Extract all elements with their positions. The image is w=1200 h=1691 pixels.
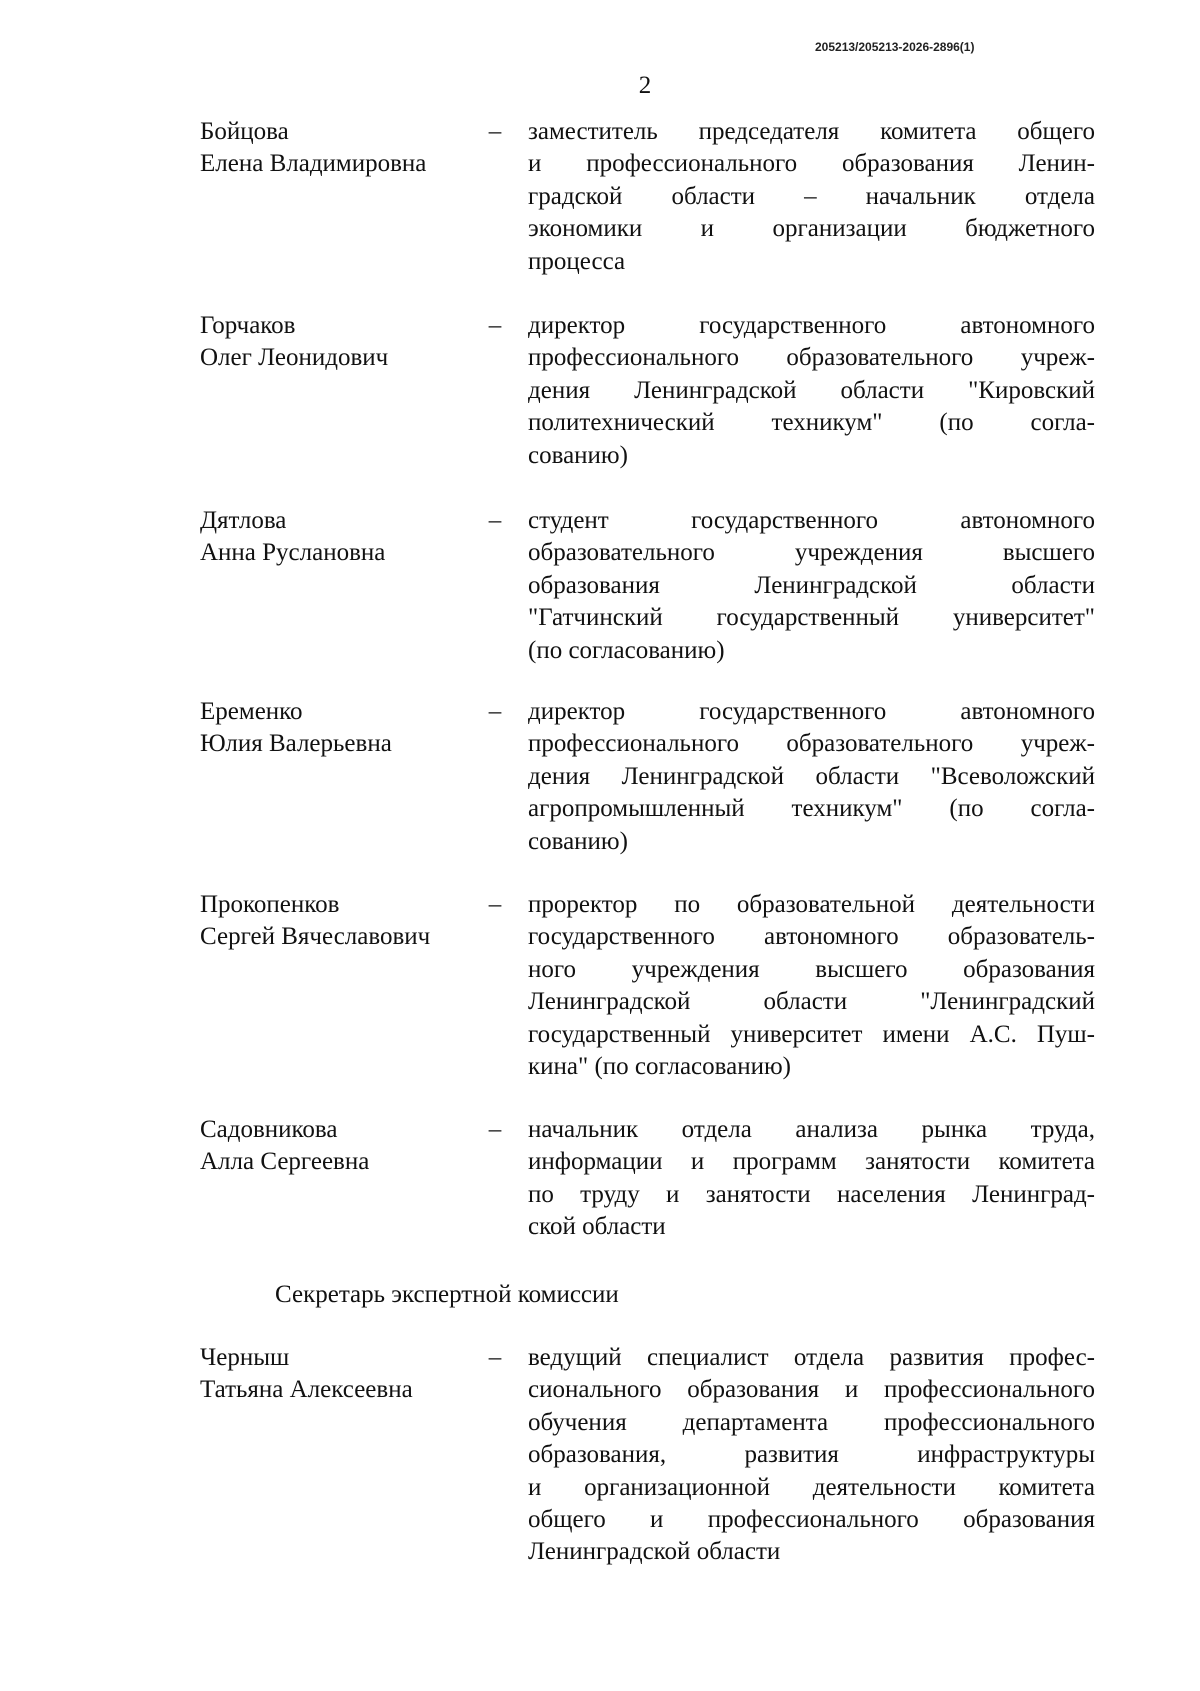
member-surname: Горчаков bbox=[200, 312, 296, 339]
member-position bbox=[528, 696, 1095, 858]
member-name bbox=[200, 116, 480, 181]
member-surname: Еременко bbox=[200, 698, 303, 725]
position-line: ведущий специалист отдела развития профес- bbox=[528, 1344, 1095, 1371]
position-line: образования, развития инфраструктуры bbox=[528, 1441, 1095, 1469]
position-line: директор государственного автономного bbox=[528, 312, 1095, 339]
member-surname: Дятлова bbox=[200, 507, 287, 534]
position-line: ного учреждения высшего образования bbox=[528, 955, 1095, 983]
dash-separator: – bbox=[488, 118, 502, 145]
member-given-names: Анна Руслановна bbox=[200, 539, 386, 567]
position-line: и организационной деятельности комитета bbox=[528, 1473, 1095, 1501]
member-position bbox=[528, 116, 1095, 278]
member-position bbox=[528, 310, 1095, 472]
dash-separator: – bbox=[488, 1116, 502, 1143]
secretary-name bbox=[200, 1342, 480, 1407]
dash-separator: – bbox=[488, 1344, 502, 1371]
secretary-position bbox=[528, 1342, 1095, 1569]
position-line: общего и профессионального образования bbox=[528, 1506, 1095, 1534]
member-given-names: Олег Леонидович bbox=[200, 344, 389, 372]
member-surname: Бойцова bbox=[200, 118, 289, 145]
member-position bbox=[528, 889, 1095, 1083]
position-line: государственный университет имени А.С. Пуш- bbox=[528, 1020, 1095, 1048]
position-line: сованию) bbox=[528, 827, 628, 855]
dash-separator: – bbox=[488, 507, 502, 534]
member-surname: Садовникова bbox=[200, 1116, 338, 1143]
position-line: по труду и занятости населения Ленинград- bbox=[528, 1180, 1095, 1208]
position-line: образования Ленинградской области bbox=[528, 571, 1095, 599]
position-line: проректор по образовательной деятельности bbox=[528, 891, 1095, 918]
position-line: обучения департамента профессионального bbox=[528, 1408, 1095, 1436]
secretary-heading: Секретарь экспертной комиссии bbox=[275, 1281, 619, 1308]
dash-separator: – bbox=[488, 312, 502, 339]
member-name bbox=[200, 505, 480, 570]
member-name bbox=[200, 696, 480, 761]
position-line: процесса bbox=[528, 247, 626, 275]
member-given-names: Сергей Вячеславович bbox=[200, 923, 431, 951]
position-line: информации и программ занятости комитета bbox=[528, 1148, 1095, 1176]
position-line: Ленинградской области "Ленинградский bbox=[528, 988, 1095, 1016]
position-line: директор государственного автономного bbox=[528, 698, 1095, 725]
position-line: агропромышленный техникум" (по согла- bbox=[528, 795, 1095, 823]
member-position bbox=[528, 1114, 1095, 1244]
secretary-surname: Черныш bbox=[200, 1344, 290, 1371]
position-line: дения Ленинградской области "Всеволожский bbox=[528, 762, 1095, 790]
position-line: профессионального образовательного учреж- bbox=[528, 730, 1095, 758]
page-number: 2 bbox=[638, 72, 652, 99]
position-line: экономики и организации бюджетного bbox=[528, 215, 1095, 243]
member-given-names: Алла Сергеевна bbox=[200, 1148, 370, 1176]
document-registration-number: 205213/205213-2026-2896(1) bbox=[815, 40, 975, 54]
position-line: сованию) bbox=[528, 441, 628, 469]
member-name bbox=[200, 1114, 480, 1179]
member-name bbox=[200, 310, 480, 375]
member-given-names: Елена Владимировна bbox=[200, 150, 427, 178]
position-line: студент государственного автономного bbox=[528, 507, 1095, 534]
member-surname: Прокопенков bbox=[200, 891, 340, 918]
dash-separator: – bbox=[488, 891, 502, 918]
position-line: профессионального образовательного учреж- bbox=[528, 344, 1095, 372]
position-line: заместитель председателя комитета общего bbox=[528, 118, 1095, 145]
dash-separator: – bbox=[488, 698, 502, 725]
member-given-names: Юлия Валерьевна bbox=[200, 730, 392, 758]
secretary-given-names: Татьяна Алексеевна bbox=[200, 1376, 413, 1404]
position-line: кина" (по согласованию) bbox=[528, 1053, 791, 1081]
position-line: дения Ленинградской области "Кировский bbox=[528, 376, 1095, 404]
position-line: (по согласованию) bbox=[528, 636, 725, 664]
member-position bbox=[528, 505, 1095, 667]
position-line: государственного автономного образователь- bbox=[528, 923, 1095, 951]
position-line: Ленинградской области bbox=[528, 1538, 781, 1566]
position-line: ской области bbox=[528, 1213, 666, 1241]
position-line: сионального образования и профессионального bbox=[528, 1376, 1095, 1404]
position-line: образовательного учреждения высшего bbox=[528, 539, 1095, 567]
position-line: градской области – начальник отдела bbox=[528, 182, 1095, 210]
member-name bbox=[200, 889, 480, 954]
position-line: "Гатчинский государственный университет" bbox=[528, 604, 1095, 632]
position-line: политехнический техникум" (по согла- bbox=[528, 409, 1095, 437]
position-line: начальник отдела анализа рынка труда, bbox=[528, 1116, 1095, 1143]
position-line: и профессионального образования Ленин- bbox=[528, 150, 1095, 178]
